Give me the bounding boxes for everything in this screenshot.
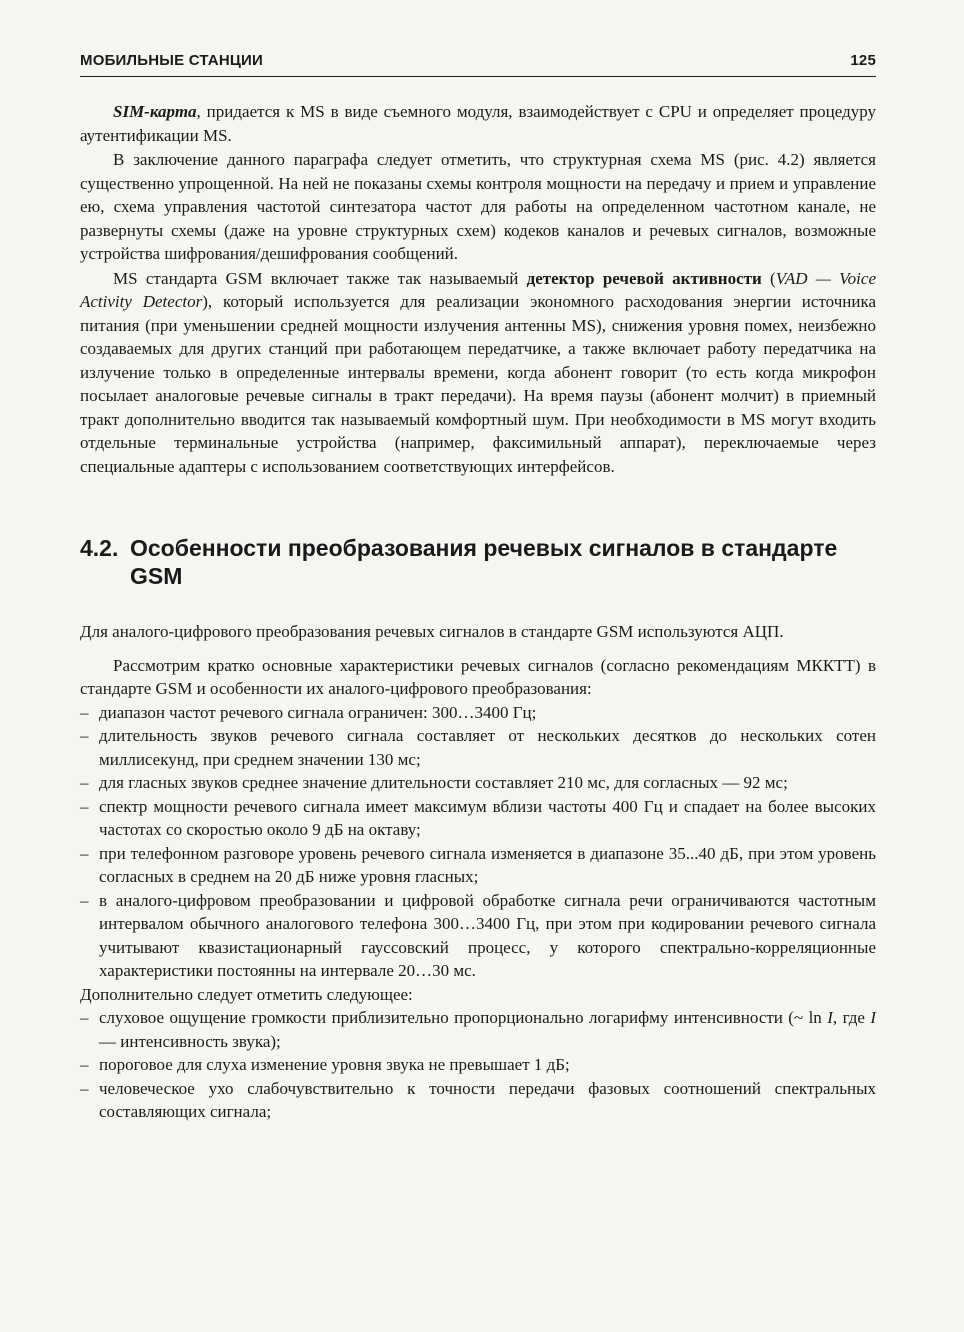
page-number: 125	[850, 52, 876, 69]
paragraph-vad	[80, 267, 876, 479]
list-item: – в аналого-цифровом преобразовании и цифровой обработке сигнала речи ограничиваются частотным интервалом обычного аналогового телефона 300…3400 Гц, при этом при кодировании речевого сигнала учитывают квазистационарный гауссовский процесс, у которого спектрально-корреляционные характеристики постоянны на интервале 20…30 мс.	[99, 889, 876, 983]
paragraph-vad-lead: MS стандарта GSM включает также так называемый	[113, 268, 527, 288]
running-header-title: МОБИЛЬНЫЕ СТАНЦИИ	[80, 52, 263, 69]
additional-list	[80, 1006, 876, 1124]
section-number: 4.2.	[80, 535, 119, 561]
paragraph-additional: Дополнительно следует отметить следующее:	[80, 984, 413, 1004]
list-item: – длительность звуков речевого сигнала составляет от нескольких десятков до нескольких сотен миллисекунд, при среднем значении 130 мс;	[99, 724, 876, 771]
variable-i: I	[827, 1008, 833, 1027]
abbr-vad: VAD — Voice Activity Detector	[80, 268, 876, 311]
term-vad: детектор речевой активности	[526, 268, 762, 288]
characteristics-list	[80, 701, 876, 983]
paragraph-conclusion: В заключение данного параграфа следует отметить, что структурная схема MS (рис. 4.2) является существенно упрощенной. На ней не показаны схемы контроля мощности на передачу и прием и управление ею, схема управления частотой синтезатора частот для работы на определенном частотном канале, не развернуты схемы (даже на уровне структурных схем) кодеков каналов и речевых сигналов, возможные устройства шифрования/дешифрования сообщений.	[80, 150, 876, 263]
list-item: – для гласных звуков среднее значение длительности составляет 210 мс, для согласных — 92 мс;	[99, 771, 876, 795]
list-item: – пороговое для слуха изменение уровня звука не превышает 1 дБ;	[99, 1053, 876, 1077]
list-item-text: , где	[832, 1008, 871, 1027]
variable-i: I	[870, 1008, 876, 1027]
running-header	[80, 52, 876, 69]
list-item: – человеческое ухо слабочувствительно к точности передачи фазовых соотношений спектральных составляющих сигнала;	[99, 1077, 876, 1124]
section-heading	[80, 534, 876, 590]
list-item-text: — интенсивность звука);	[99, 1031, 281, 1051]
page-body	[80, 100, 876, 1124]
section-title: Особенности преобразования речевых сигналов в стандарте GSM	[130, 535, 838, 589]
paragraph-vad-open: (	[761, 268, 776, 288]
list-item: – спектр мощности речевого сигнала имеет максимум вблизи частоты 400 Гц и спадает на более высоких частотах со скоростью около 9 дБ на октаву;	[99, 795, 876, 842]
list-item: – диапазон частот речевого сигнала ограничен: 300…3400 Гц;	[99, 701, 876, 725]
paragraph-adc: Для аналого-цифрового преобразования речевых сигналов в стандарте GSM используются АЦП.	[80, 622, 784, 641]
paragraph-sim-card	[80, 100, 876, 147]
paragraph-characteristics: Рассмотрим кратко основные характеристики речевых сигналов (согласно рекомендациям МККТТ) в стандарте GSM и особенности их аналого-цифрового преобразования:	[80, 655, 876, 698]
term-sim-card: SIM-карта	[113, 102, 197, 121]
paragraph-sim-card-text: , придается к MS в виде съемного модуля, взаимодействует с CPU и определяет процедуру аутентификации MS.	[80, 102, 876, 145]
list-item: – при телефонном разговоре уровень речевого сигнала изменяется в диапазоне 35...40 дБ, при этом уровень согласных в среднем на 20 дБ ниже уровня гласных;	[99, 842, 876, 889]
paragraph-vad-rest: ), который используется для реализации экономного расходования энергии источника питания (при уменьшении средней мощности излучения антенны MS), снижения уровня помех, неизбежно создаваемых для других станций при работающем передатчике, а также включает работу передатчика на излучение только в определенные интервалы времени, когда абонент говорит (то есть когда микрофон посылает аналоговые речевые сигналы в тракт передачи). На время паузы (абонент молчит) в приемный тракт дополнительно вводится так называемый комфортный шум. При необходимости в MS могут входить отдельные терминальные устройства (например, факсимильный аппарат), переключаемые через специальные адаптеры с использованием соответствующих интерфейсов.	[80, 292, 876, 476]
list-item	[99, 1006, 876, 1053]
header-rule	[80, 76, 876, 77]
list-item-text: слуховое ощущение громкости приблизительно пропорционально логарифму интенсивности (~ ln	[99, 1008, 828, 1027]
